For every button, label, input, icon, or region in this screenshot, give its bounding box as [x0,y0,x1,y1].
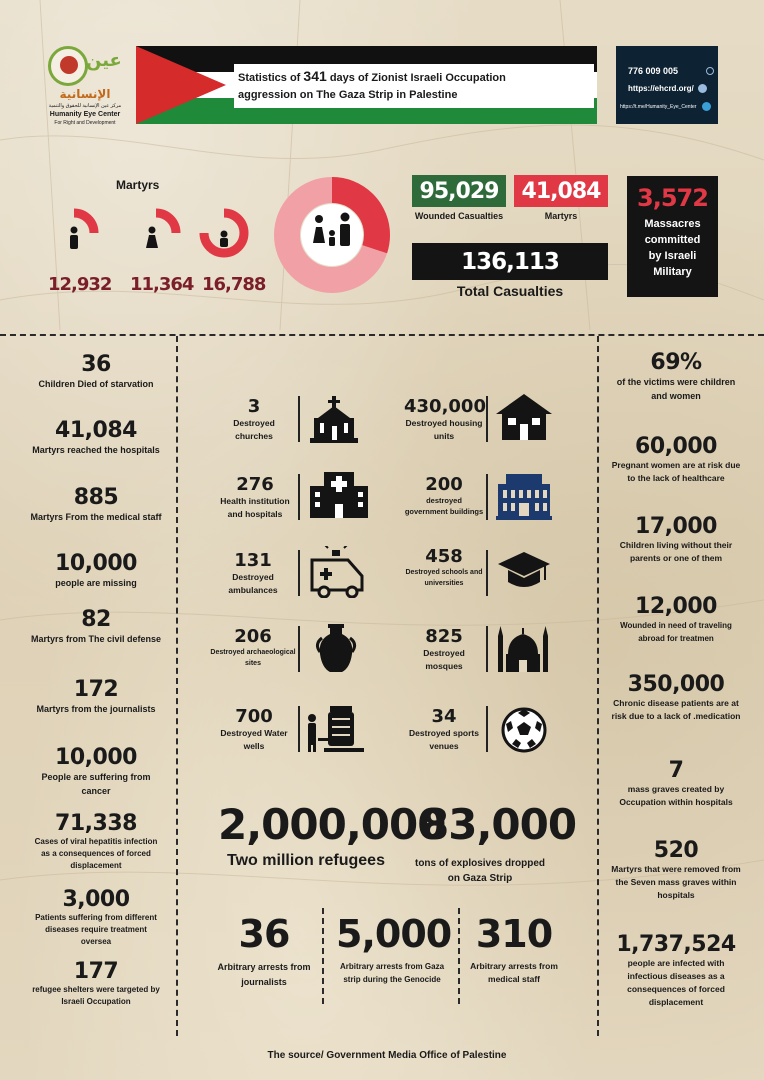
schools-stat [402,546,486,589]
schools-label: Destroyed schools and universities [405,569,483,587]
left-stat-value: 172 [73,677,119,702]
arrest-gaza-value: 5,000 [336,912,452,956]
arrest-medical-label: Arbitrary arrests from medical staff [470,961,558,984]
mosques-value: 825 [425,626,463,647]
left-stat [30,551,162,607]
left-stat-label: Cases of viral hepatitis infection as a consequences of forced displacement [34,837,158,870]
left-stat-label: people are missing [55,578,137,588]
hospitals-stat [212,474,298,521]
mosques-stat [404,626,484,673]
arrest-journalists-value: 36 [238,912,290,956]
ambulances-label: Destroyed ambulances [228,572,278,595]
graduation-cap-icon [498,550,550,594]
arrest-journalists-label: Arbitrary arrests from journalists [217,962,311,987]
left-stat [30,485,162,551]
right-stat-value: 60,000 [635,434,717,459]
housing-label: Destroyed housing units [405,418,483,441]
ambulances-stat [212,550,294,597]
item-divider [298,396,300,442]
right-stat-label: Wounded in need of traveling abroad for treatmen [620,621,732,643]
left-stat [30,887,162,959]
football-icon [500,706,548,754]
left-stat-value: 10,000 [55,551,137,576]
item-divider [486,626,488,672]
arrest-medical [466,912,562,986]
right-stat-value: 17,000 [635,514,717,539]
left-stat-label: Martyrs from The civil defense [30,634,162,644]
archaeological-stat [210,626,296,669]
massacres-label-4: Military [653,266,692,278]
martyrs-rings [54,208,254,258]
right-stat-label: Pregnant women are at risk due to the lack of healthcare [611,460,741,483]
source-note: The source/ Government Media Office of Palestine [267,1050,507,1061]
left-stat-value: 10,000 [55,745,137,770]
gov-buildings-label: destroyed government buildings [404,496,484,516]
item-divider [486,550,488,596]
right-stat-label: of the victims were children and women [616,377,736,401]
right-stat [610,672,742,758]
right-stat-value: 69% [650,350,702,375]
sports-value: 34 [431,706,457,727]
archaeological-label: Destroyed archaeological sites [210,649,296,667]
left-stat-label: Martyrs reached the hospitals [32,445,160,455]
arrest-gaza [336,912,452,986]
org-arabic-name: مركز عين الإنسانية للحقوق والتنمية [48,103,122,109]
arrest-gaza-label: Arbitrary arrests from Gaza strip during the Genocide [339,962,445,984]
logo-wordmark: عين [86,50,122,71]
martyrs-value: 41,084 [514,175,608,207]
right-stat-value: 520 [653,838,699,863]
left-stat-value: 885 [73,485,119,510]
churches-stat [214,396,294,443]
martyrs-title: Martyrs [116,178,160,192]
left-stat [30,959,162,1029]
right-stat-label: Chronic disease patients are at risk due to a lack of .medication [611,698,741,721]
mosque-icon [496,624,550,672]
mosques-label: Destroyed mosques [423,648,465,671]
right-stat-label: Children living without their parents or one of them [619,540,733,563]
right-stat-label: mass graves created by Occupation within hospitals [619,784,733,807]
arrest-medical-value: 310 [475,912,553,956]
left-stat-value: 177 [73,959,119,984]
left-stat-label: Children Died of starvation [38,379,154,389]
massacres-label-3: by Israeli [648,250,697,262]
martyrs-men-value: 12,932 [48,274,112,295]
left-stat [30,418,162,485]
massacres-label-1: Massacres [644,218,701,230]
left-stat [30,811,162,887]
left-stat-label: Martyrs From the medical staff [30,512,162,522]
left-divider [176,336,178,1036]
item-divider [486,474,488,520]
sports-label: Destroyed sports venues [409,728,479,751]
vase-icon [314,624,358,674]
right-stat-value: 350,000 [627,672,725,697]
org-name: Humanity Eye Center [49,111,121,118]
wounded-label: Wounded Casualties [414,211,504,221]
telegram-icon [702,102,711,111]
total-value: 136,113 [412,243,608,280]
housing-stat [404,396,484,443]
left-stat [30,677,162,745]
left-stat-label: refugee shelters were targeted by Israeli Occupation [32,985,160,1006]
telegram-link[interactable]: https://t.me/Humanity_Eye_Center [620,104,697,110]
ambulance-icon [308,546,368,598]
phone-icon [706,67,714,75]
right-stat [610,758,742,838]
water-wells-value: 700 [235,706,273,727]
child-icon [221,231,228,238]
title-prefix: Statistics of [238,72,304,84]
martyrs-women-value: 11,364 [130,274,194,295]
left-stat-value: 36 [81,352,111,377]
gov-buildings-value: 200 [425,474,463,495]
left-stat [30,745,162,811]
left-stat [30,352,162,418]
housing-value: 430,000 [404,396,486,417]
sports-stat [404,706,484,753]
right-stat [610,838,742,932]
website-link[interactable]: https://ehcrd.org/ [628,84,694,93]
water-wells-label: Destroyed Water wells [220,728,288,751]
arrest-divider [458,908,460,1004]
phone-number: 776 009 005 [628,66,679,76]
man-icon [71,227,78,234]
government-building-icon [496,474,552,520]
explosives-value: 83,000 [420,800,577,849]
gov-buildings-stat [404,474,484,517]
item-divider [486,396,488,442]
hospital-icon [310,472,368,520]
flag-triangle [136,46,226,124]
archaeological-value: 206 [234,626,272,647]
item-divider [298,706,300,752]
right-stat [610,594,742,672]
item-divider [298,626,300,672]
martyrs-label: Martyrs [544,211,578,221]
churches-label: Destroyed churches [233,418,275,441]
right-stat-value: 1,737,524 [616,932,736,957]
title-line-1 [238,68,594,87]
water-tank-icon [304,704,368,754]
church-icon [310,396,360,444]
massacres-value: 3,572 [637,184,708,212]
item-divider [486,706,488,752]
house-icon [496,394,552,442]
right-stat-label: Martyrs that were removed from the Seven mass graves within hospitals [611,864,741,900]
right-stat-value: 7 [668,758,684,783]
refugees-value: 2,000,000 [218,800,446,849]
right-stat [610,932,742,1028]
title-line-2: aggression on The Gaza Strip in Palestine [238,89,458,101]
right-stats-column [610,350,742,1028]
churches-value: 3 [247,396,261,417]
right-stat [610,514,742,594]
right-stat [610,350,742,434]
left-stats-column [30,352,162,1029]
left-stat-value: 71,338 [55,811,137,836]
left-stat [30,607,162,677]
left-stat-label: People are suffering from cancer [41,772,151,796]
logo-arabic-word: الإنسانية [59,87,111,101]
refugees-label: Two million refugees [227,852,385,869]
right-stat [610,434,742,514]
right-stat-value: 12,000 [635,594,717,619]
massacres-box [627,176,718,297]
left-stat-value: 82 [81,607,111,632]
org-tagline: For Right and Development [54,120,116,126]
title-suffix: days of Zionist Israeli Occupation [326,72,506,84]
item-divider [298,474,300,520]
right-stat-label: people are infected with infectious diseases as a consequences of forced displacement [627,958,725,1007]
item-divider [298,550,300,596]
palestine-flag-banner [136,46,597,124]
hospitals-value: 276 [236,474,274,495]
water-wells-stat [212,706,296,753]
women-ring [156,213,176,233]
hospitals-label: Health institution and hospitals [220,496,290,519]
left-stat-label: Patients suffering from different diseases require treatment oversea [35,913,157,946]
contact-panel [616,46,718,124]
section-divider [0,334,764,336]
right-divider [597,336,599,1036]
org-logo [44,44,126,127]
woman-icon [149,227,156,234]
wounded-value: 95,029 [412,175,506,207]
total-label: Total Casualties [456,283,564,299]
schools-value: 458 [425,546,463,567]
ambulances-value: 131 [234,550,272,571]
globe-icon [698,84,707,93]
massacres-label-2: committed [644,234,701,246]
left-stat-value: 3,000 [62,887,130,912]
explosives-label: tons of explosives dropped on Gaza Strip [414,858,546,884]
casualties-donut [272,175,392,295]
arrest-divider [322,908,324,1004]
title-days: 341 [303,68,327,84]
left-stat-value: 41,084 [55,418,137,443]
martyrs-children-value: 16,788 [202,274,266,295]
left-stat-label: Martyrs from the journalists [36,704,156,714]
arrest-journalists [214,912,314,990]
